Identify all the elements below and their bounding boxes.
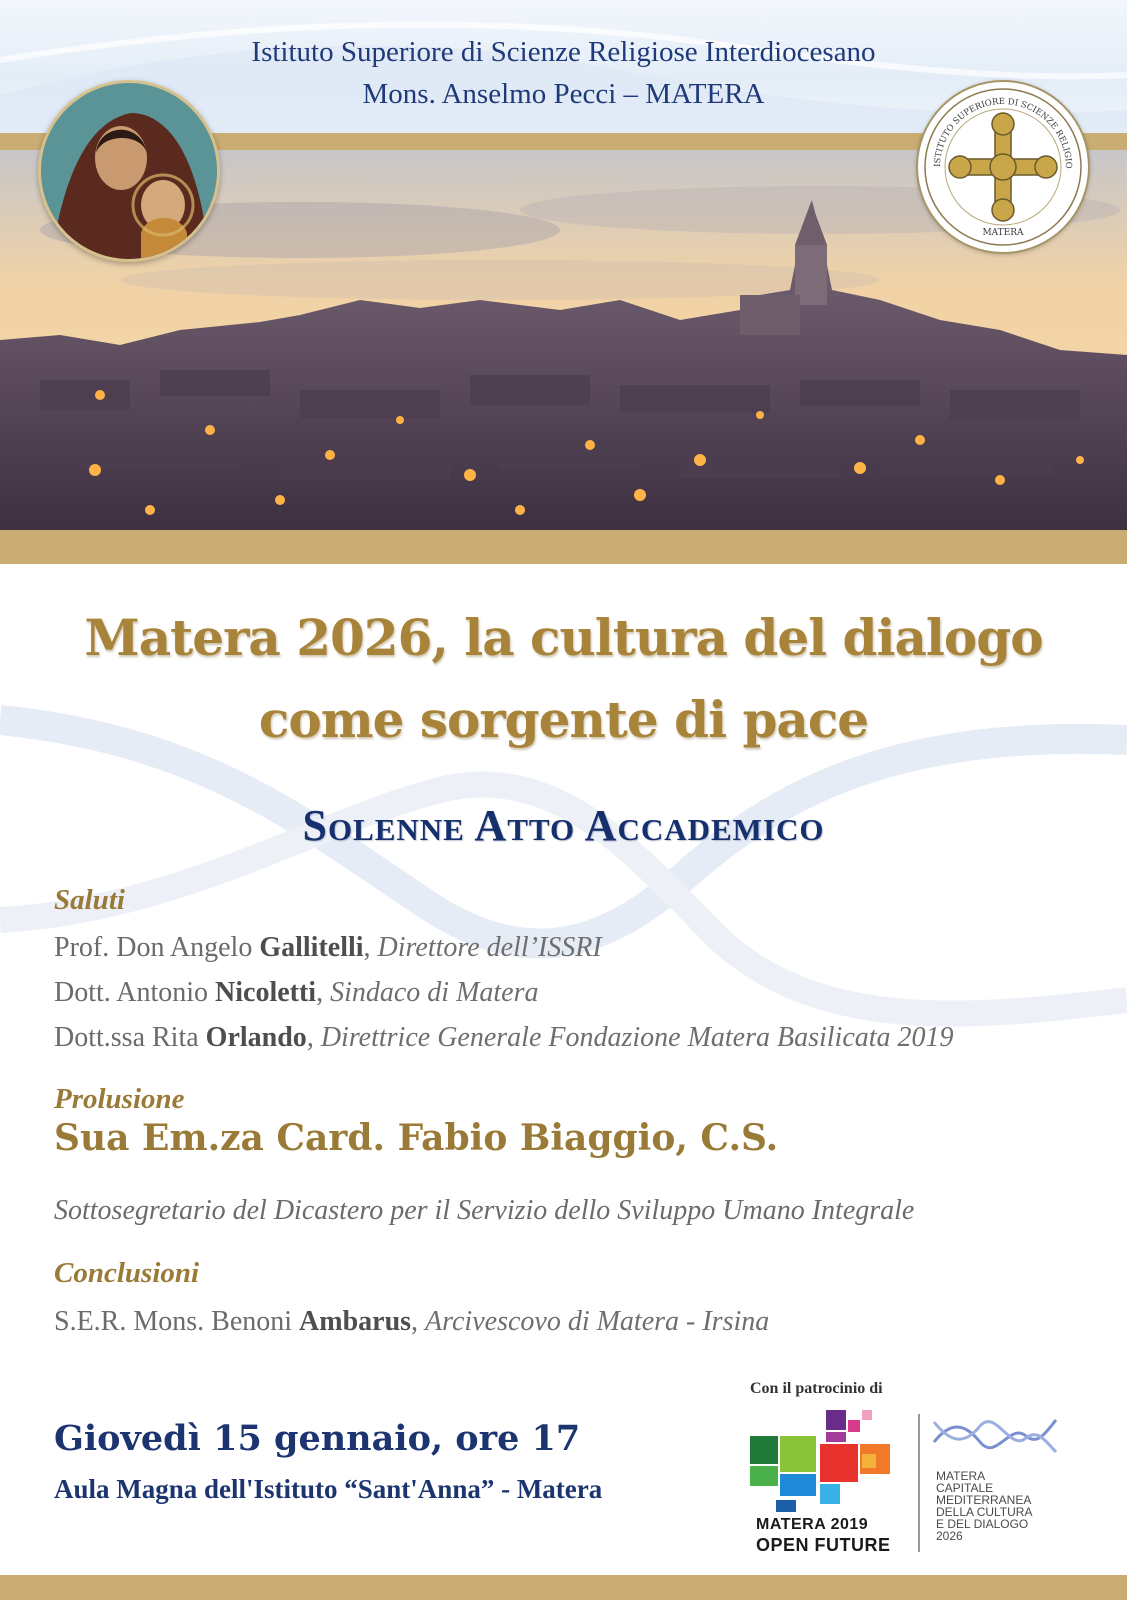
- speaker-surname: Nicoletti: [215, 977, 317, 1008]
- matera-2019-logo-icon: [750, 1408, 900, 1526]
- patronage-label: Con il patrocinio di: [750, 1380, 883, 1397]
- section-saluti-heading: Saluti: [54, 884, 125, 916]
- speaker-title: Prof. Don Angelo: [54, 932, 260, 963]
- seal-ring-text: ISTITUTO SUPERIORE DI SCIENZE RELIGIO: [932, 96, 1074, 169]
- event-title-line2: come sorgente di pace: [258, 690, 869, 749]
- speaker-surname: Orlando: [205, 1022, 307, 1053]
- keynote-speaker-name: Sua Em.za Card. Fabio Biaggio, C.S.: [54, 1117, 779, 1159]
- event-date: Giovedì 15 gennaio, ore 17: [54, 1418, 581, 1459]
- event-subtitle: Solenne Atto Accademico: [302, 801, 825, 850]
- speaker-title: Dott.ssa Rita: [54, 1022, 206, 1053]
- madonna-icon-medallion: [38, 80, 220, 262]
- logo-text-line: MATERA: [936, 1469, 986, 1483]
- open-future-text: OPEN FUTURE: [756, 1535, 891, 1555]
- speaker-title: Dott. Antonio: [54, 977, 216, 1008]
- separator: ,: [411, 1306, 426, 1337]
- keynote-speaker-role: Sottosegretario del Dicastero per il Servizio dello Sviluppo Umano Integrale: [54, 1195, 915, 1226]
- logo-text-line: DELLA CULTURA: [936, 1505, 1033, 1519]
- separator: ,: [363, 932, 378, 963]
- speaker-role: Arcivescovo di Matera - Irsina: [425, 1306, 770, 1337]
- saluti-speaker-1: [54, 932, 602, 964]
- section-prolusione-heading: Prolusione: [54, 1083, 185, 1115]
- cross-seal-icon: [918, 82, 1088, 252]
- speaker-role: Direttrice Generale Fondazione Matera Basilicata 2019: [320, 1022, 954, 1053]
- saluti-speaker-3: [54, 1022, 954, 1054]
- gold-band-footer: [0, 1575, 1127, 1600]
- gold-band-bottom: [0, 530, 1127, 564]
- institute-seal: [916, 80, 1090, 254]
- event-venue: Aula Magna dell'Istituto “Sant'Anna” - Matera: [54, 1474, 603, 1504]
- background-wave-decoration: [0, 700, 1127, 1120]
- separator: ,: [316, 977, 331, 1008]
- logo-divider: [918, 1414, 920, 1552]
- speaker-title: S.E.R. Mons. Benoni: [54, 1306, 300, 1337]
- logo-text-line: CAPITALE: [936, 1481, 994, 1495]
- conclusioni-speaker: [54, 1306, 769, 1338]
- institute-location: Mons. Anselmo Pecci – MATERA: [362, 78, 765, 110]
- speaker-surname: Gallitelli: [259, 932, 364, 963]
- logo-text-line: MEDITERRANEA: [936, 1493, 1032, 1507]
- speaker-role: Direttore dell’ISSRI: [377, 932, 602, 963]
- section-conclusioni-heading: Conclusioni: [54, 1257, 200, 1289]
- saluti-speaker-2: [54, 977, 539, 1009]
- logo-text-line: E DEL DIALOGO: [936, 1517, 1029, 1531]
- seal-bottom-text: MATERA: [982, 228, 1024, 238]
- madonna-child-icon: [41, 83, 217, 259]
- matera-2026-logo-icon: [930, 1412, 1060, 1460]
- speaker-surname: Ambarus: [299, 1306, 412, 1337]
- matera-2019-text: MATERA 2019: [756, 1516, 869, 1533]
- speaker-role: Sindaco di Matera: [330, 977, 539, 1008]
- separator: ,: [306, 1022, 321, 1053]
- institute-name: Istituto Superiore di Scienze Religiose Interdiocesano: [251, 36, 876, 68]
- event-title-line1: Matera 2026, la cultura del dialogo: [84, 608, 1043, 667]
- logo-text-line: 2026: [936, 1529, 963, 1543]
- matera-2026-text: [936, 1470, 1032, 1542]
